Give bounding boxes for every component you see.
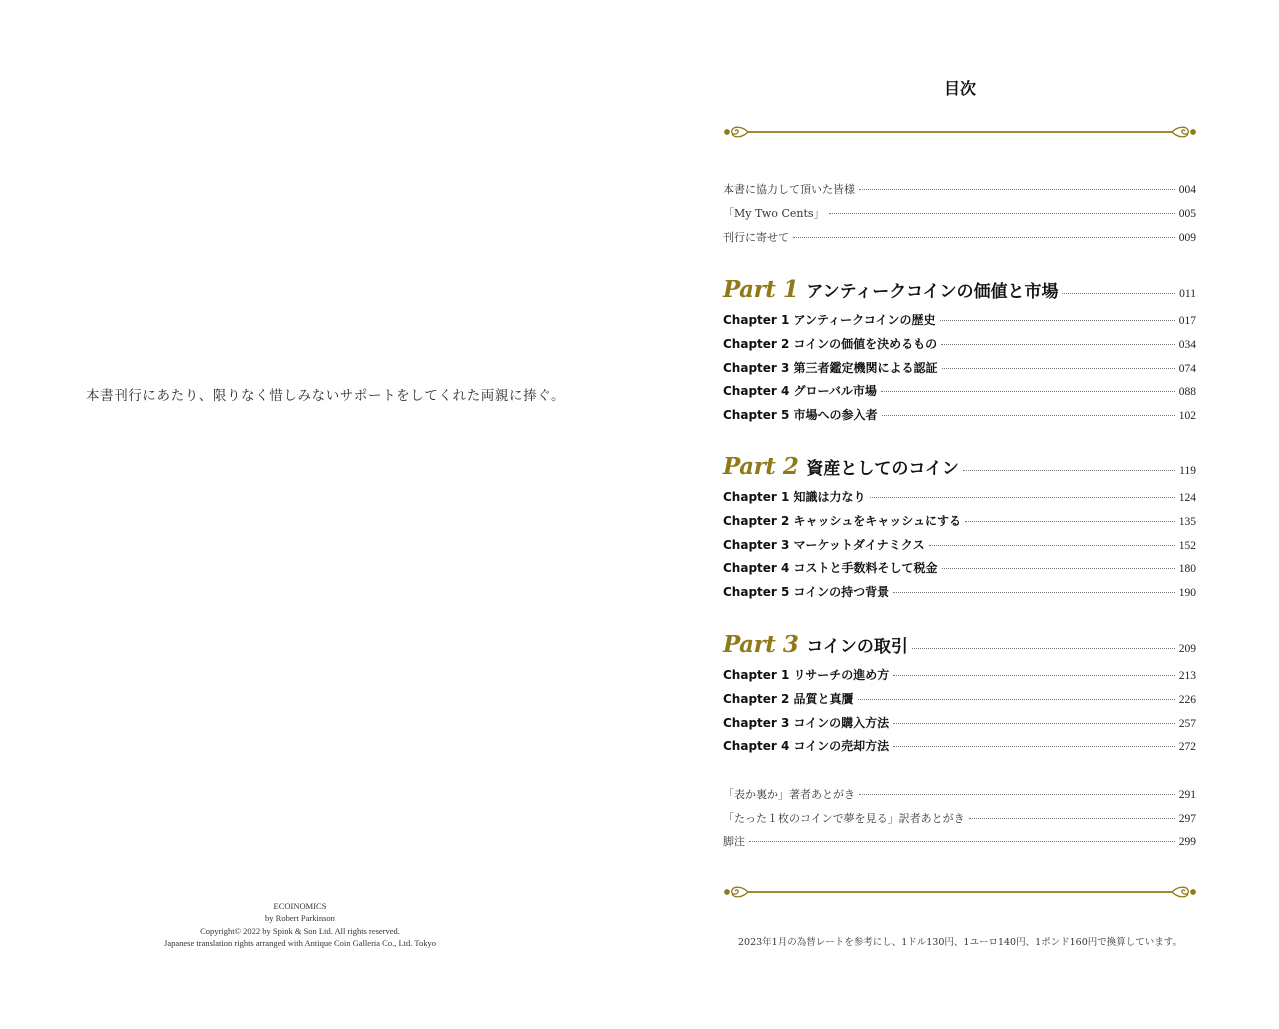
page-number: 004 — [1178, 184, 1196, 196]
part-title: コインの取引 — [806, 637, 908, 657]
colophon-book-title: ECOINOMICS — [273, 901, 327, 911]
entry-label: Chapter 4 グローバル市場 — [723, 384, 877, 398]
entry-label: Chapter 1 リサーチの進め方 — [723, 668, 890, 682]
part-label: Part 3 — [723, 631, 799, 658]
page-number: 034 — [1178, 339, 1196, 351]
page-number: 074 — [1178, 363, 1196, 375]
dot-leader — [942, 568, 1175, 569]
toc-entry-front[interactable] — [723, 229, 1196, 249]
toc-chapter[interactable] — [723, 311, 1196, 331]
dot-leader — [893, 675, 1174, 676]
dot-leader — [793, 237, 1175, 238]
dot-leader — [1062, 293, 1175, 294]
page-number: 005 — [1178, 208, 1196, 220]
page-number: 124 — [1178, 492, 1196, 504]
entry-label: 脚注 — [723, 835, 745, 848]
page-number: 291 — [1178, 789, 1196, 801]
toc-chapter[interactable] — [723, 382, 1196, 402]
entry-label: Chapter 5 市場への参入者 — [723, 408, 878, 422]
entry-label: 刊行に寄せて — [723, 231, 789, 244]
entry-label: 本書に協力して頂いた皆様 — [723, 183, 855, 196]
part-label: Part 1 — [723, 276, 799, 303]
toc-part-heading[interactable] — [723, 276, 1196, 304]
page-number: 299 — [1178, 836, 1196, 848]
dot-leader — [940, 320, 1175, 321]
dot-leader — [965, 521, 1175, 522]
toc-entry-back[interactable] — [723, 833, 1196, 853]
entry-label: Chapter 1 アンティークコインの歴史 — [723, 313, 936, 327]
page-number: 209 — [1178, 643, 1196, 655]
entry-label: Chapter 2 キャッシュをキャッシュにする — [723, 514, 962, 528]
toc-entry-back[interactable] — [723, 810, 1196, 830]
page-number: 102 — [1178, 410, 1196, 422]
page-number: 119 — [1179, 465, 1196, 477]
entry-label: Chapter 3 第三者鑑定機関による認証 — [723, 361, 938, 375]
dot-leader — [881, 391, 1175, 392]
page-number: 257 — [1178, 718, 1196, 730]
dedication: 本書刊行にあたり、限りなく惜しみないサポートをしてくれた両親に捧ぐ。 — [86, 388, 566, 404]
part-title: アンティークコインの価値と市場 — [806, 282, 1059, 302]
toc-chapter[interactable] — [723, 406, 1196, 426]
right-page — [640, 0, 1279, 1029]
entry-label: 「表か裏か」著者あとがき — [723, 788, 855, 801]
page-number: 213 — [1178, 670, 1196, 682]
entry-label: 「My Two Cents」 — [723, 207, 825, 220]
dot-leader — [893, 723, 1175, 724]
toc-chapter[interactable] — [723, 583, 1196, 603]
toc-part-heading[interactable] — [723, 453, 1196, 481]
entry-label: Chapter 5 コインの持つ背景 — [723, 585, 890, 599]
toc-chapter[interactable] — [723, 559, 1196, 579]
page-number: 297 — [1178, 813, 1196, 825]
toc-chapter[interactable] — [723, 359, 1196, 379]
toc-chapter[interactable] — [723, 512, 1196, 532]
entry-label: Chapter 4 コインの売却方法 — [723, 739, 890, 753]
dot-leader — [859, 189, 1175, 190]
page-number: 017 — [1178, 315, 1196, 327]
colophon-author: by Robert Parkinson — [265, 913, 335, 924]
colophon-copyright: Copyright© 2022 by Spink & Son Ltd. All rights reserved. — [200, 925, 400, 936]
colophon-rights: Japanese translation rights arranged with Antique Coin Galleria Co., Ltd. Tokyo — [164, 938, 436, 949]
toc-title: 目次 — [943, 79, 976, 98]
dot-leader — [858, 699, 1175, 700]
page-number: 011 — [1179, 288, 1196, 300]
part-label: Part 2 — [723, 453, 799, 480]
page-number: 088 — [1178, 386, 1196, 398]
page-number: 226 — [1178, 694, 1196, 706]
part-title: 資産としてのコイン — [806, 459, 959, 479]
entry-label: 「たった１枚のコインで夢を見る」訳者あとがき — [723, 812, 965, 825]
toc-entry-front[interactable] — [723, 181, 1196, 201]
ornament-divider-bottom — [722, 884, 1198, 900]
dot-leader — [969, 818, 1175, 819]
entry-label: Chapter 1 知識は力なり — [723, 490, 866, 504]
colophon — [150, 900, 450, 950]
dot-leader — [829, 213, 1175, 214]
page-number: 190 — [1178, 587, 1196, 599]
toc-chapter[interactable] — [723, 536, 1196, 556]
dot-leader — [929, 545, 1175, 546]
dot-leader — [893, 746, 1175, 747]
dot-leader — [859, 794, 1175, 795]
ornament-divider-top — [722, 124, 1198, 140]
toc-part-heading[interactable] — [723, 631, 1196, 659]
page-number: 272 — [1178, 741, 1196, 753]
page-number: 009 — [1178, 232, 1196, 244]
toc-chapter[interactable] — [723, 690, 1196, 710]
dot-leader — [882, 415, 1175, 416]
toc-chapter[interactable] — [723, 714, 1196, 734]
dot-leader — [893, 592, 1175, 593]
dot-leader — [749, 841, 1175, 842]
entry-label: Chapter 3 コインの購入方法 — [723, 716, 890, 730]
page-number: 180 — [1178, 563, 1196, 575]
entry-label: Chapter 2 品質と真贋 — [723, 692, 854, 706]
toc-chapter[interactable] — [723, 666, 1196, 686]
entry-label: Chapter 3 マーケットダイナミクス — [723, 538, 925, 552]
page-number: 152 — [1178, 540, 1196, 552]
page-number: 135 — [1178, 516, 1196, 528]
entry-label: Chapter 4 コストと手数料そして税金 — [723, 561, 938, 575]
entry-label: Chapter 2 コインの価値を決めるもの — [723, 337, 938, 351]
toc-chapter[interactable] — [723, 488, 1196, 508]
dot-leader — [942, 368, 1175, 369]
toc-chapter[interactable] — [723, 737, 1196, 757]
exchange-rate-note: 2023年1月の為替レートを参考にし、1ドル130円、1ユーロ140円、1ポンド160円で換算しています。 — [738, 937, 1182, 948]
dot-leader — [941, 344, 1175, 345]
dot-leader — [870, 497, 1175, 498]
toc-entry-front[interactable] — [723, 205, 1196, 225]
toc-chapter[interactable] — [723, 335, 1196, 355]
dot-leader — [963, 470, 1175, 471]
dot-leader — [912, 648, 1175, 649]
toc-entry-back[interactable] — [723, 786, 1196, 806]
